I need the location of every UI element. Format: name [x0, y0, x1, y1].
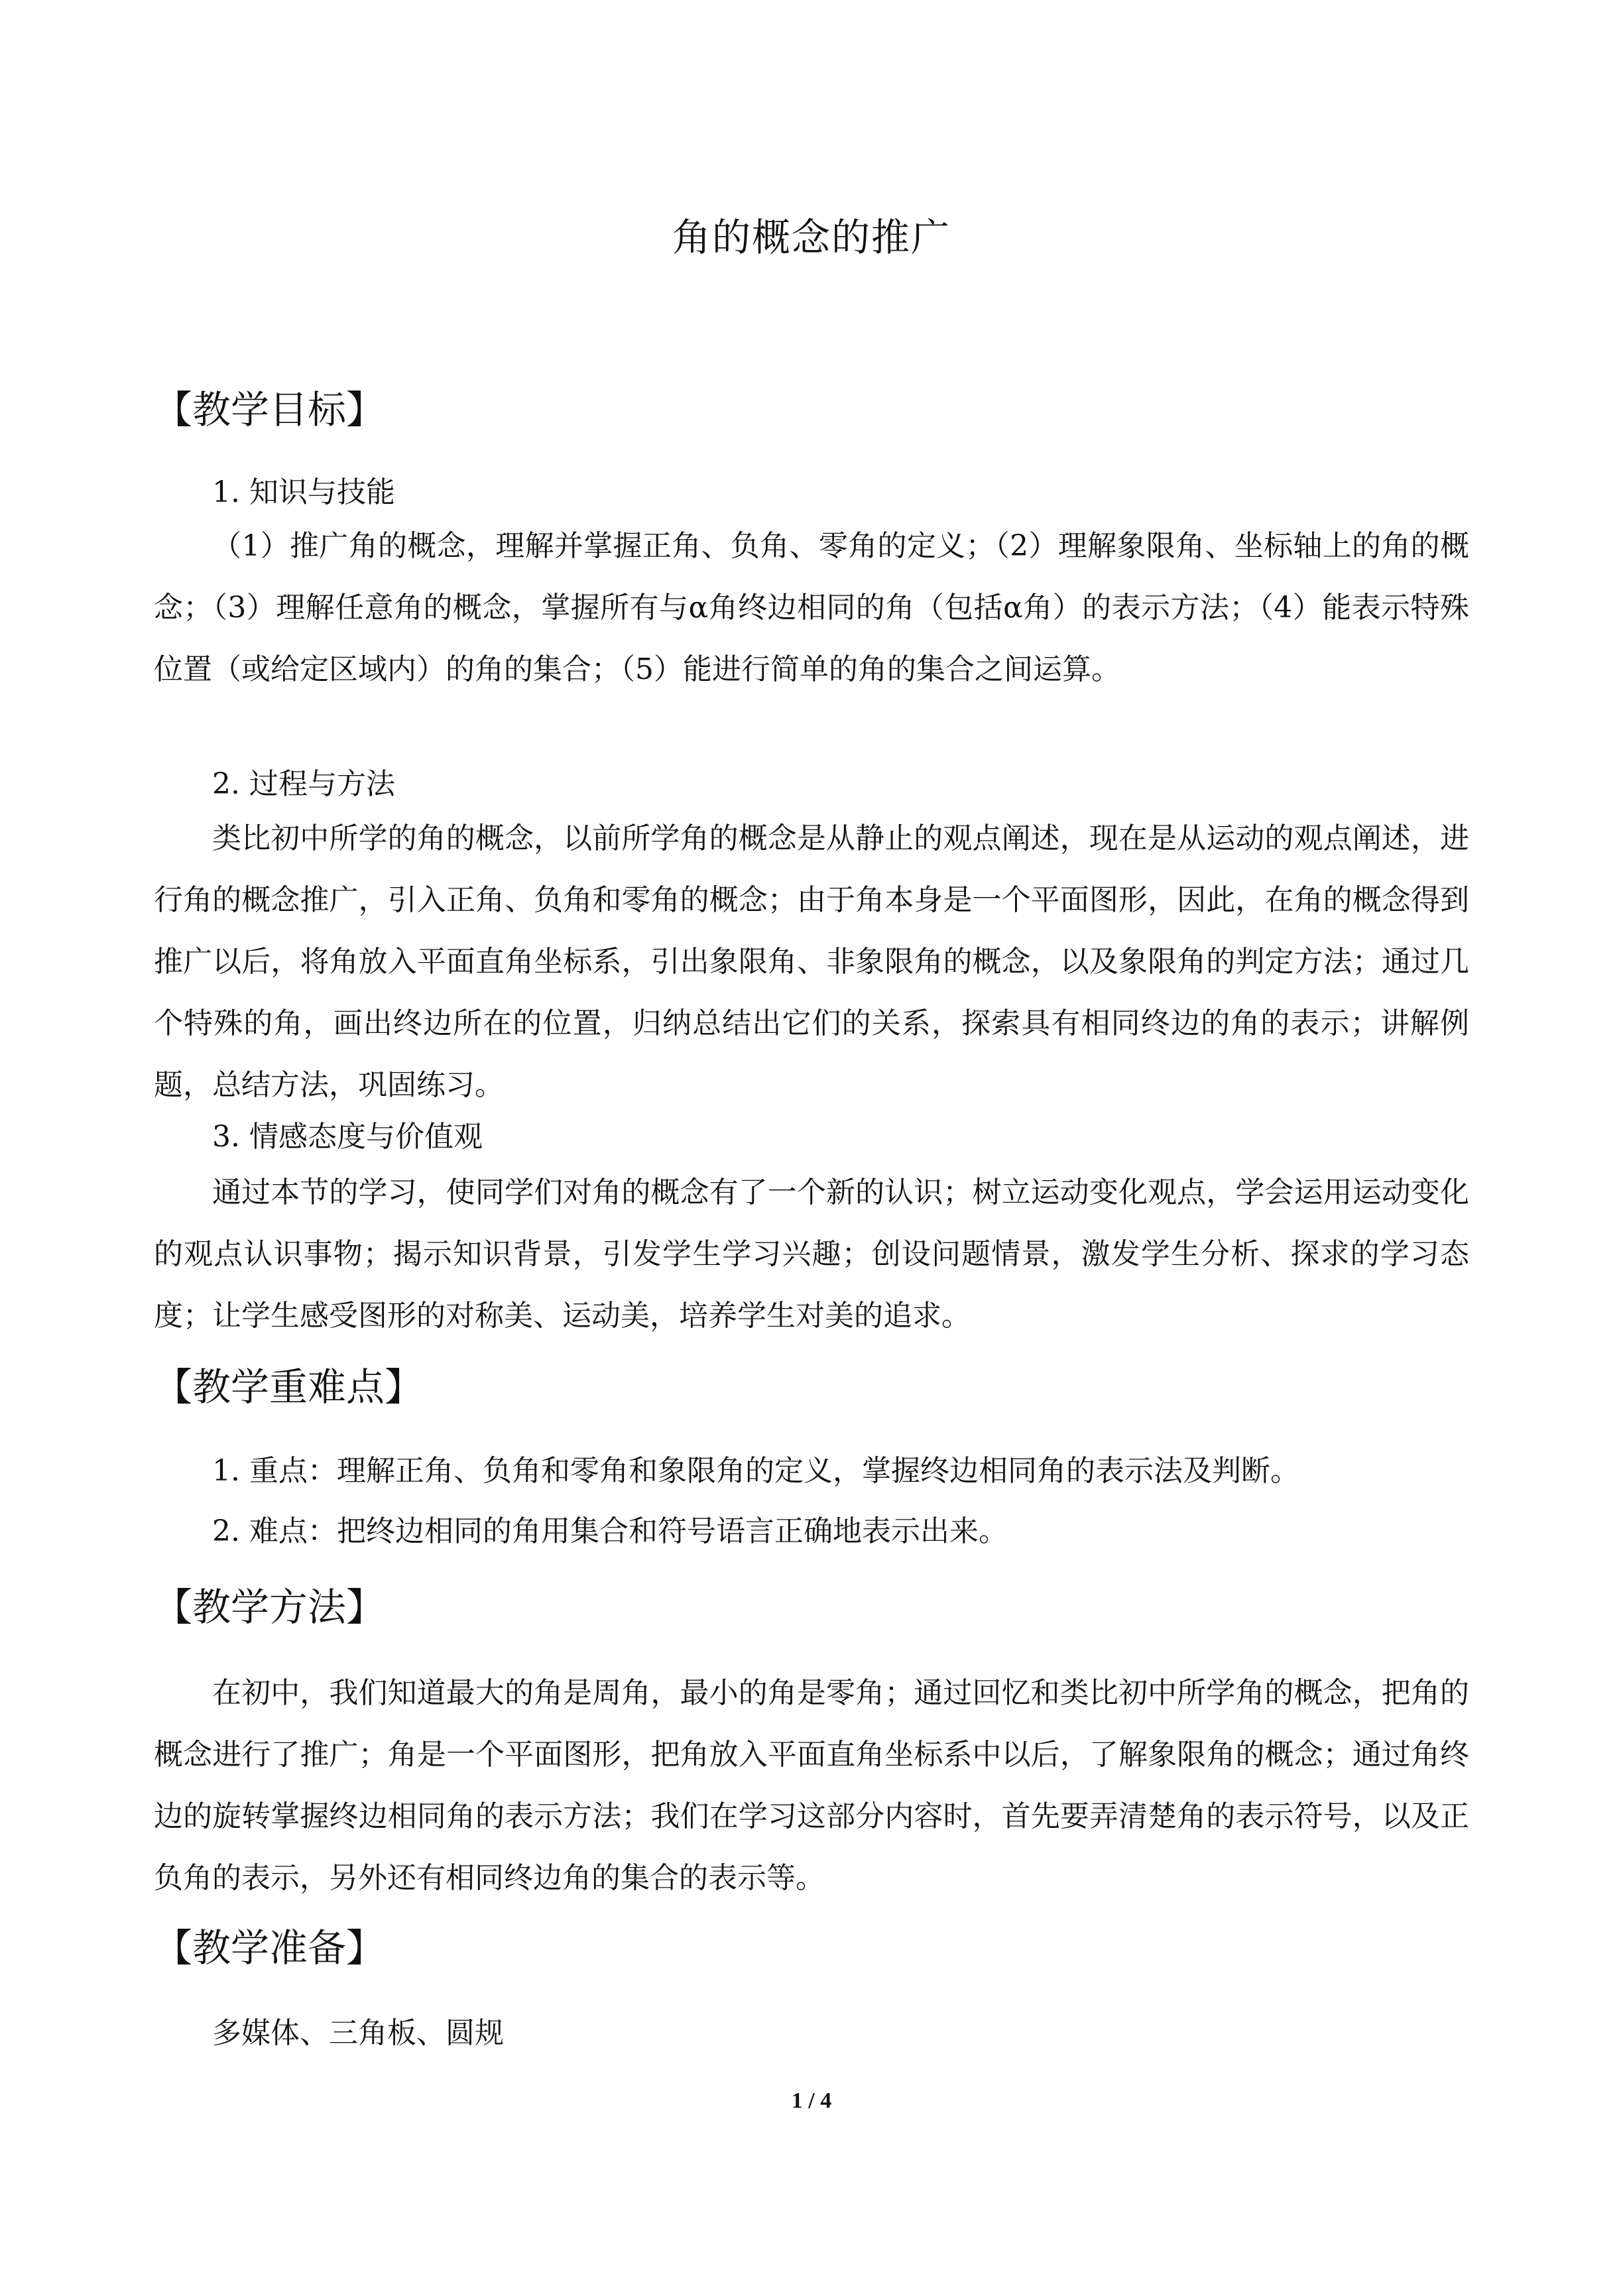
objective-3-title: 3. 情感态度与价值观 [212, 1120, 483, 1154]
objective-3-text: 通过本节的学习，使同学们对角的概念有了一个新的认识；树立运动变化观点，学会运用运动变化的观点认识事物；揭示知识背景，引发学生学习兴趣；创设问题情景，激发学生分析、探求的学习态度；让学生感受图形的对称美、运动美，培养学生对美的追求。 [154, 1176, 1469, 1333]
section-heading-preparation: 【教学准备】 [154, 1925, 385, 1970]
methods-text: 在初中，我们知道最大的角是周角，最小的角是零角；通过回忆和类比初中所学角的概念，把角的概念进行了推广；角是一个平面图形，把角放入平面直角坐标系中以后，了解象限角的概念；通过角终边的旋转掌握终边相同角的表示方法；我们在学习这部分内容时，首先要弄清楚角的表示符号，以及正负角的表示，另外还有相同终边角的集合的表示等。 [154, 1676, 1469, 1895]
key-point-1: 1. 重点：理解正角、负角和零角和象限角的定义，掌握终边相同角的表示法及判断。 [212, 1454, 1299, 1488]
key-point-2: 2. 难点：把终边相同的角用集合和符号语言正确地表示出来。 [212, 1514, 1008, 1548]
objective-2-text: 类比初中所学的角的概念，以前所学角的概念是从静止的观点阐述，现在是从运动的观点阐述，进行角的概念推广，引入正角、负角和零角的概念；由于角本身是一个平面图形，因此，在角的概念得到推广以后，将角放入平面直角坐标系，引出象限角、非象限角的概念，以及象限角的判定方法；通过几个特殊的角，画出终边所在的位置，归纳总结出它们的关系，探索具有相同终边的角的表示；讲解例题，总结方法，巩固练习。 [154, 821, 1469, 1102]
section-heading-methods: 【教学方法】 [154, 1585, 385, 1630]
objective-1-text: （1）推广角的概念，理解并掌握正角、负角、零角的定义；（2）理解象限角、坐标轴上的角的概念；（3）理解任意角的概念，掌握所有与α角终边相同的角（包括α角）的表示方法；（4）能表示特殊位置（或给定区域内）的角的集合；（5）能进行简单的角的集合之间运算。 [154, 529, 1469, 686]
section-heading-key-points: 【教学重难点】 [154, 1364, 424, 1410]
preparation-text: 多媒体、三角板、圆规 [212, 2016, 504, 2050]
page-title: 角的概念的推广 [672, 215, 951, 260]
section-heading-objectives: 【教学目标】 [154, 387, 385, 432]
objective-1-title: 1. 知识与技能 [212, 475, 395, 509]
page-number: 1 / 4 [791, 2088, 832, 2113]
objective-2-title: 2. 过程与方法 [212, 767, 395, 801]
